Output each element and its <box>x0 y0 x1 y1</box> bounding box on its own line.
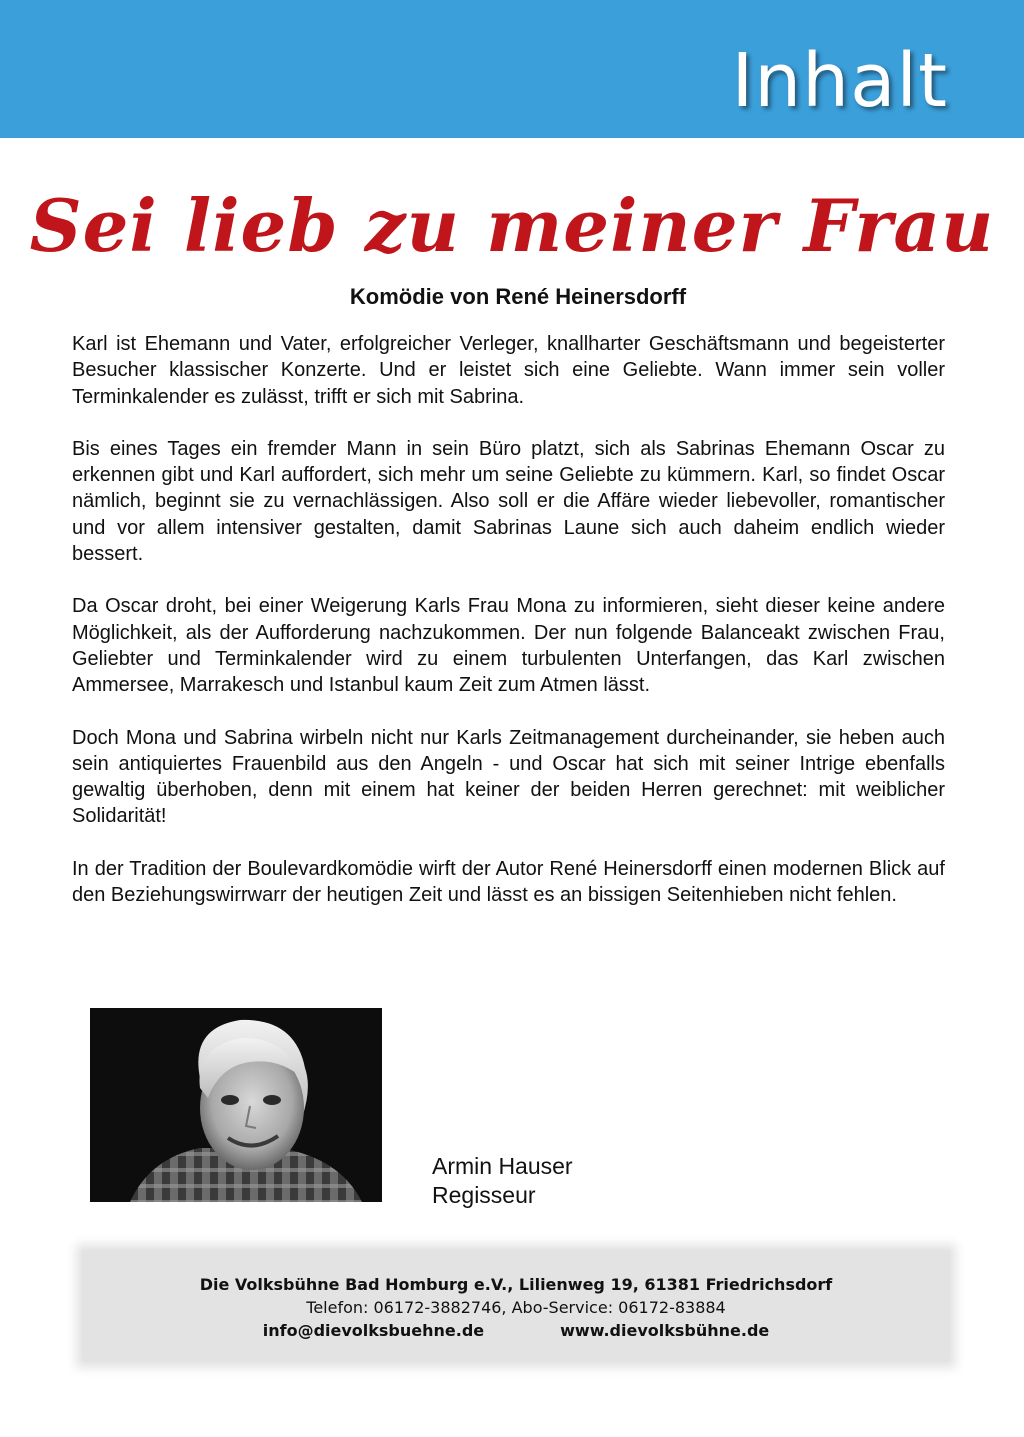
director-photo <box>90 1008 382 1202</box>
director-caption <box>432 1152 573 1210</box>
play-title: Sei lieb zu meiner Frau <box>29 183 995 268</box>
header-title: Inhalt <box>731 38 948 124</box>
synopsis-paragraph: Doch Mona und Sabrina wirbeln nicht nur Karls Zeitmanagement durcheinander, sie heben auch sein antiquiertes Frauenbild aus den Angeln - und Oscar hat sich mit seiner Intrige ebenfalls gewaltig überhoben, denn mit einem hat keiner der beiden Herren gerechnet: mit weiblicher Solidarität! <box>72 726 945 828</box>
synopsis-paragraph: Da Oscar droht, bei einer Weigerung Karls Frau Mona zu informieren, sieht dieser keine andere Möglichkeit, als der Aufforderung nachzukommen. Der nun folgende Balanceakt zwischen Frau, Geliebter und Terminkalender wird zu einem turbulenten Unterfangen, das Karl zwischen Ammersee, Marrakesch und Istanbul kaum Zeit zum Atmen lässt. <box>72 595 945 697</box>
footer-address: Die Volksbühne Bad Homburg e.V., Lilienweg 19, 61381 Friedrichsdorf <box>199 1275 833 1294</box>
synopsis <box>72 331 945 934</box>
synopsis-paragraph: Karl ist Ehemann und Vater, erfolgreicher Verleger, knallharter Geschäftsmann und begeisterter Besucher klassischer Konzerte. Und er leistet sich eine Geliebte. Wann immer sein voller Terminkalender es zulässt, trifft er sich mit Sabrina. <box>72 333 945 408</box>
director-role: Regisseur <box>432 1182 536 1208</box>
synopsis-paragraph: In der Tradition der Boulevardkomödie wirft der Autor René Heinersdorff einen modernen Blick auf den Beziehungswirrwarr der heutigen Zeit und lässt es an bissigen Seitenhieben nicht fehlen. <box>72 857 945 907</box>
synopsis-paragraph: Bis eines Tages ein fremder Mann in sein Büro platzt, sich als Sabrinas Ehemann Oscar zu erkennen gibt und Karl auffordert, sich mehr um seine Geliebte zu kümmern. Karl, so findet Oscar nämlich, beginnt sie zu vernachlässigen. Also soll er die Affäre wieder liebevoller, romantischer und vor allem intensiver gestalten, damit Sabrinas Laune sich auch daheim endlich wieder bessert. <box>72 437 945 566</box>
header-bar <box>0 0 1024 138</box>
footer-email-link[interactable]: info@dievolksbuehne.de <box>262 1321 485 1340</box>
director-name: Armin Hauser <box>432 1153 573 1179</box>
play-subtitle: Komödie von René Heinersdorff <box>349 284 687 309</box>
footer-phone: Telefon: 06172-3882746, Abo-Service: 06172-83884 <box>306 1298 726 1317</box>
footer <box>82 1250 950 1362</box>
footer-contact <box>82 1320 950 1342</box>
footer-website-link[interactable]: www.dievolksbühne.de <box>560 1321 770 1340</box>
